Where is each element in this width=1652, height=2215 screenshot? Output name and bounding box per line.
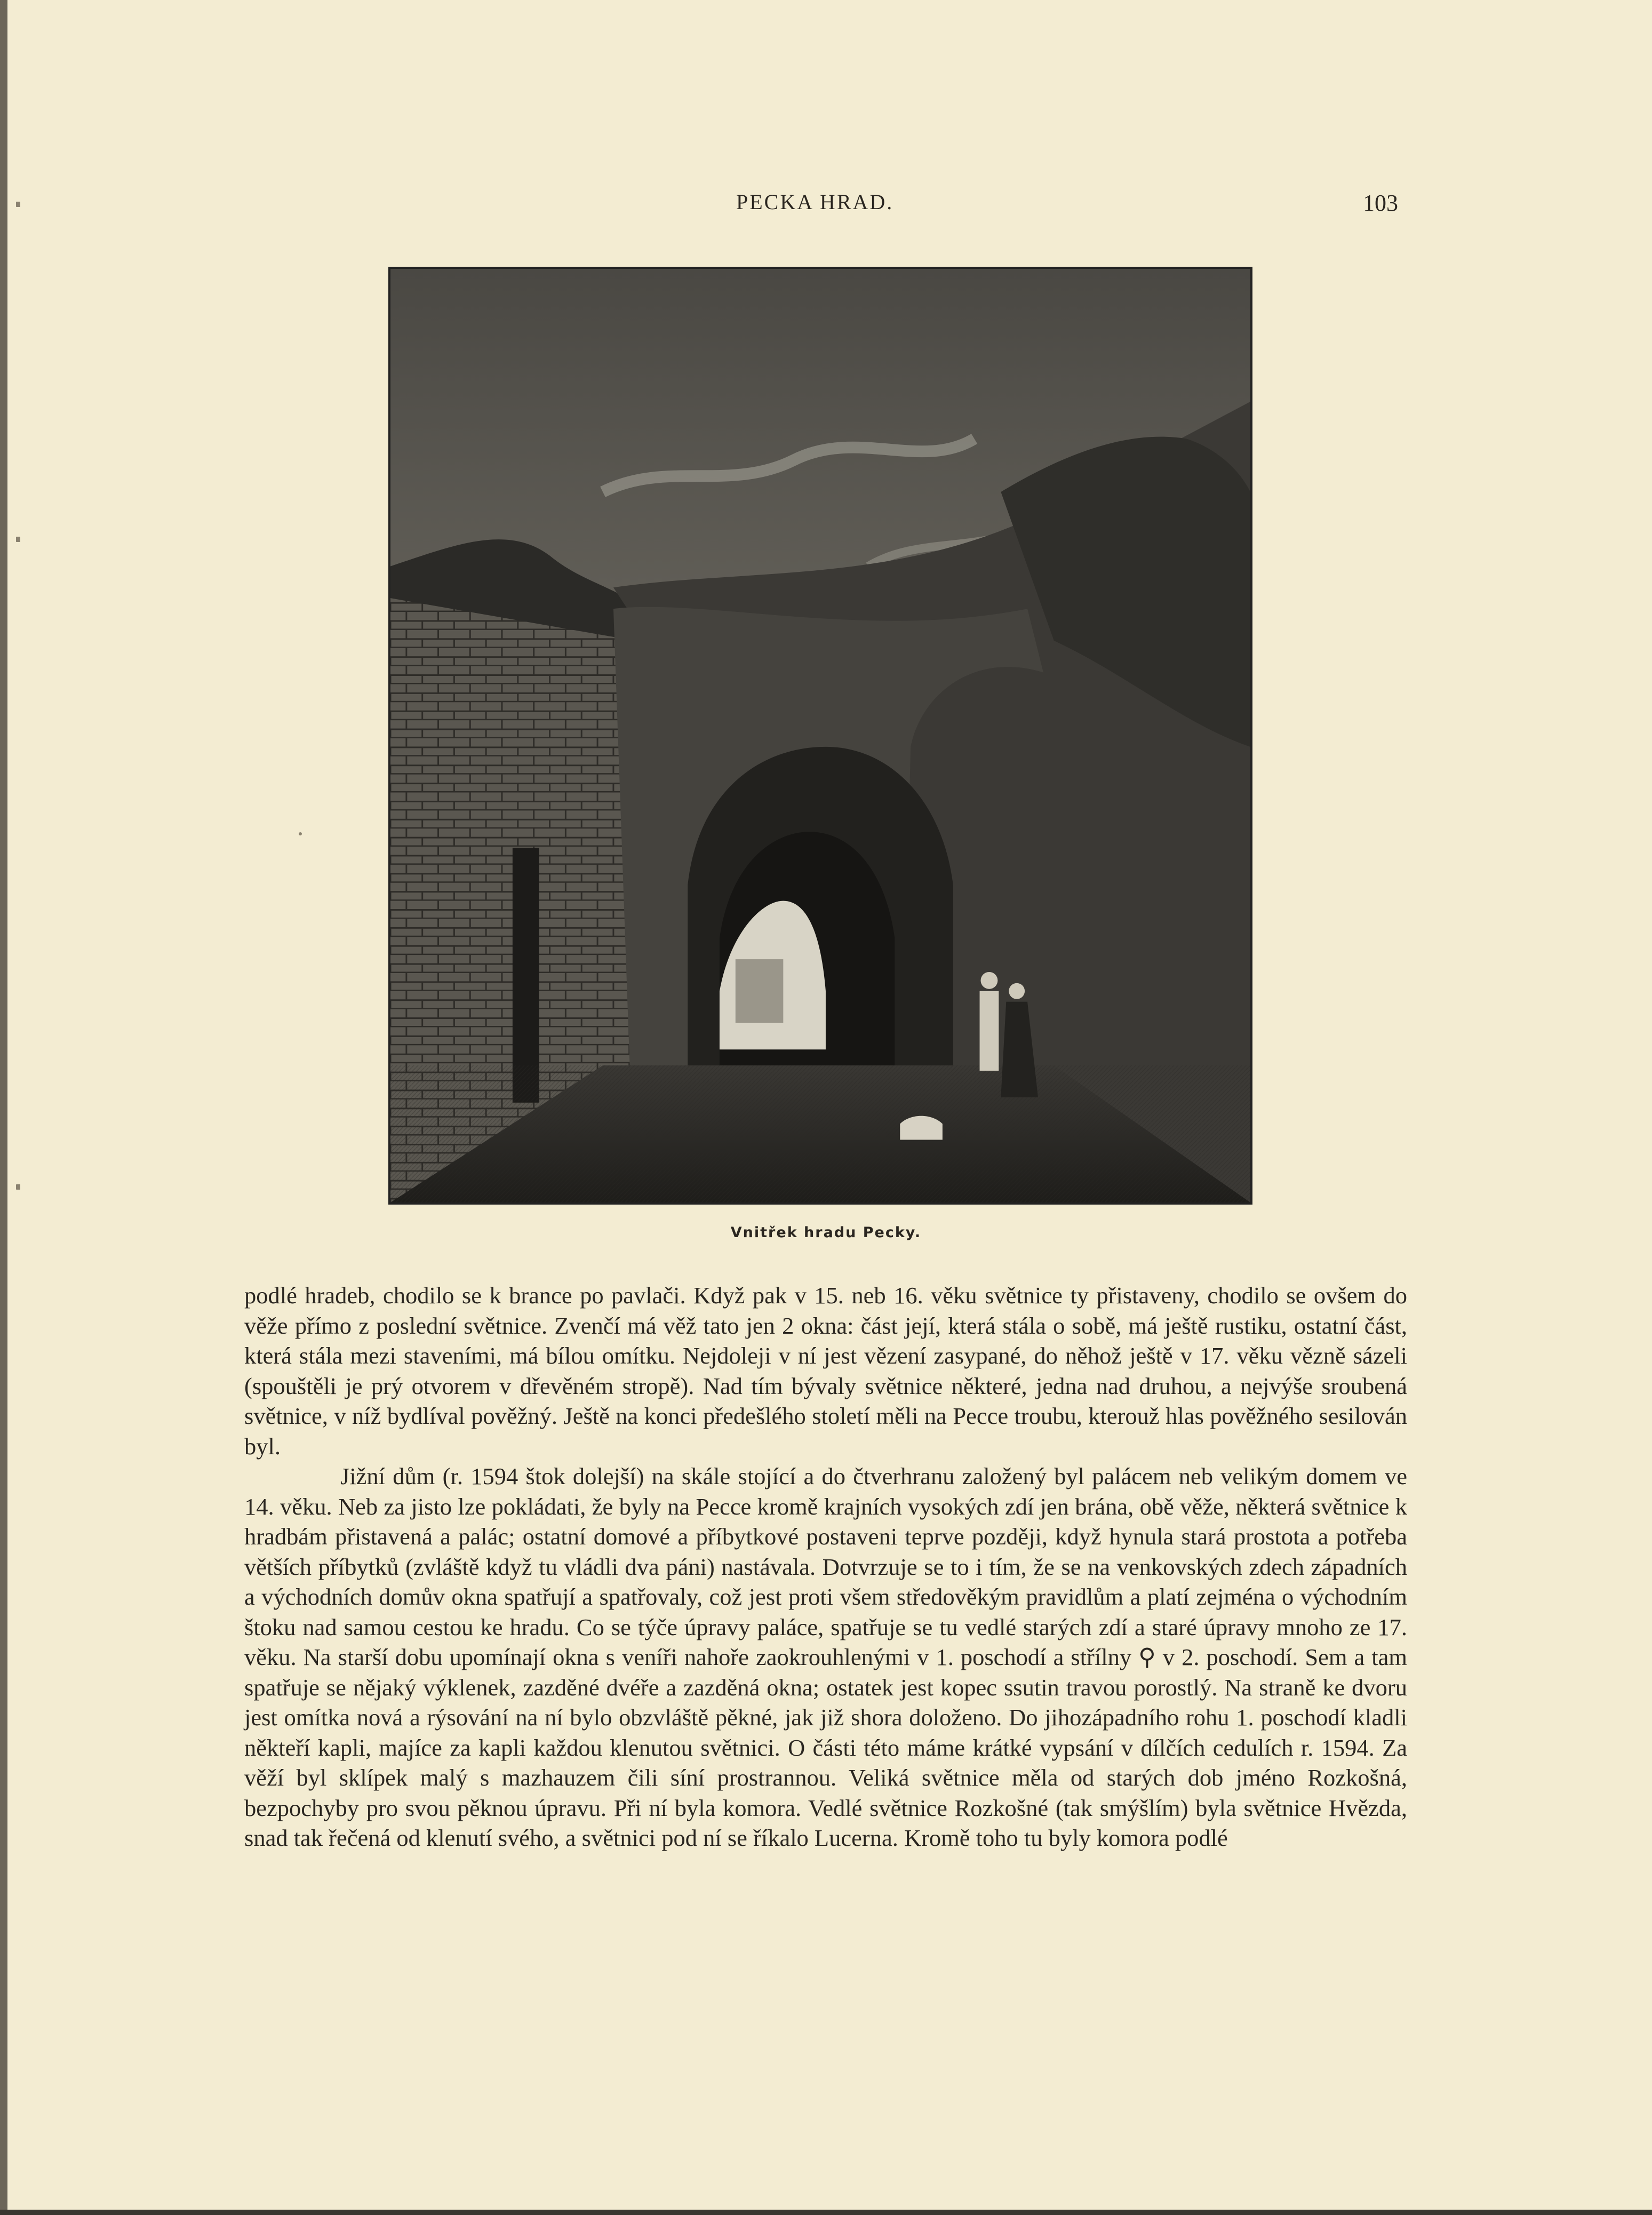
body-text <box>244 1280 1407 1853</box>
margin-mark <box>16 1184 20 1190</box>
wall-doorway <box>513 848 539 1103</box>
page-number: 103 <box>1363 190 1398 216</box>
figure-caption: Vnitřek hradu Pecky. <box>730 1224 922 1241</box>
castle-gateway-engraving <box>390 269 1250 1202</box>
dog <box>900 1116 943 1140</box>
margin-mark <box>16 537 20 542</box>
paragraph: podlé hradeb, chodilo se k brance po pavlači. Když pak v 15. neb 16. věku světnice ty přistaveny, chodilo se ovšem do věže přímo z poslední světnice. Zvenčí má věž tato jen 2 okna: část její, která stála o sobě, má ještě rustiku, ostatní část, která stála mezi staveními, má bílou omítku. Nejdoleji v ní jest vězení zasypané, do něhož ještě v 17. věku vězně sázeli (spouštěli je prý otvorem v dřevěném stropě). Nad tím bývaly světnice některé, jedna nad druhou, a nejvýše sroubená světnice, v níž bydlíval pověžný. Ještě na konci předešlého století měli na Pecce troubu, kterouž hlas pověžného sesilován byl. <box>244 1282 1407 1460</box>
margin-mark <box>16 202 20 207</box>
engraving-illustration <box>388 267 1252 1205</box>
page-edge <box>0 0 7 2215</box>
running-title: PECKA HRAD. <box>736 190 894 214</box>
margin-mark <box>299 832 302 835</box>
distant-building <box>736 959 784 1023</box>
page-edge-bottom <box>0 2210 1652 2215</box>
paragraph: Jižní dům (r. 1594 štok dolejší) na skále stojící a do čtverhranu založený byl palácem neb velikým domem ve 14. věku. Neb za jisto lze pokládati, že byly na Pecce kromě krajních vysokých zdí jen brána, obě věže, některá světnice k hradbám přistavená a palác; ostatní domové a příbytkové postaveni teprve později, když hynula stará prostota a potřeba větších příbytků (zvláště když tu vládli dva páni) nastávala. Dotvrzuje se to i tím, že se na venkovských zdech západních a východních domův okna spatřují a spatřovaly, což jest proti všem středověkým pravidlům a platí zejména o východním štoku nad samou cestou ke hradu. Co se týče úpravy paláce, spatřuje se tu vedlé starých zdí a staré úpravy mnoho ze 17. věku. Na starší dobu upomínají okna s veníři nahoře zaokrouhlenými v 1. poschodí a střílny ⚲ v 2. poschodí. Sem a tam spatřuje se nějaký výklenek, zazděné dvéře a zazděná okna; ostatek jest kopec ssutin travou porostlý. Na straně ke dvoru jest omítka nová a rýsování na ní bylo obzvláště pěkné, jak již shora doloženo. Do jihozápadního rohu 1. poschodí kladli někteří kapli, majíce za kapli každou klenutou světnici. O části této máme krátké vypsání v dílčích cedulích r. 1594. Za věží byl sklípek malý s mazhauzem čili síní prostrannou. Veliká světnice měla od starých dob jméno Rozkošná, bezpochyby pro svou pěknou úpravu. Při ní byla komora. Vedlé světnice Rozkošné (tak smýšlím) byla světnice Hvězda, snad tak řečená od klenutí svého, a světnici pod ní se říkalo Lucerna. Kromě toho tu byly komora podlé <box>244 1463 1407 1851</box>
